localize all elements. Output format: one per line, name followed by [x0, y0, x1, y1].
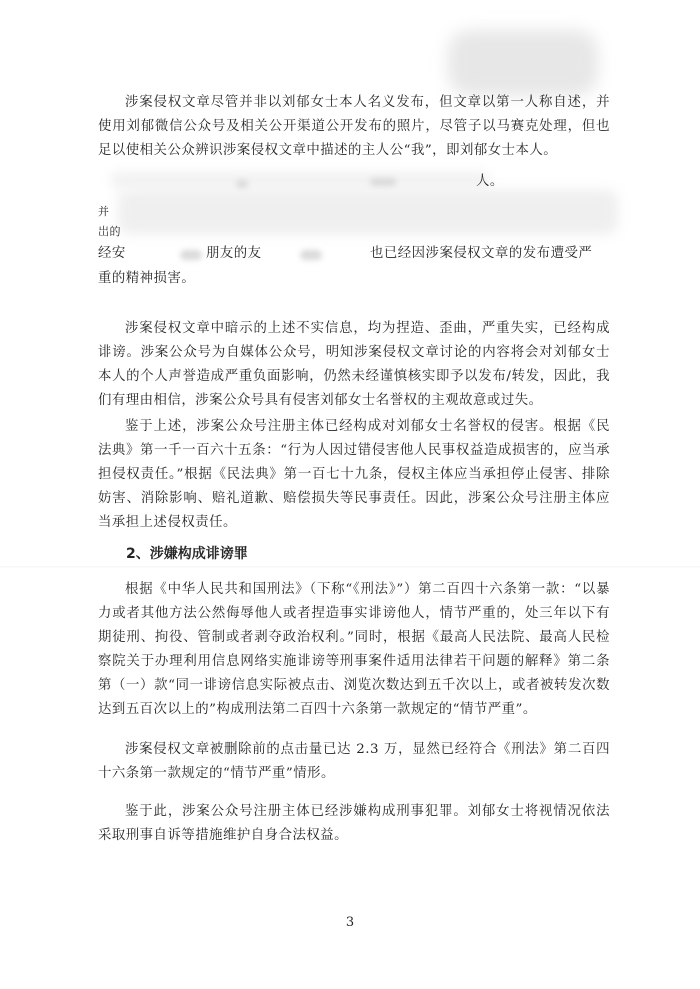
redacted-fragment: 并 [98, 205, 110, 218]
redaction-smudge [448, 30, 598, 96]
redacted-fragment: 也已经因涉案侵权文章的发布遭受严 [370, 246, 593, 261]
paragraph-click-count: 涉案侵权文章被删除前的点击量已达 2.3 万，显然已经符合《刑法》第二百四十六条第一款规定的“情节严重”情形。 [98, 742, 610, 781]
redacted-fragment: 人。 [476, 174, 504, 189]
redacted-fragment: 重的精神损害。 [98, 271, 196, 286]
redacted-fragment: 经安 [98, 246, 126, 261]
redaction-mark [300, 250, 322, 260]
scan-artifact [0, 566, 700, 569]
page-number: 3 [345, 915, 355, 930]
section-heading: 2、涉嫌构成诽谤罪 [126, 546, 248, 562]
redaction-mark [236, 180, 248, 188]
redaction-mark [370, 178, 396, 186]
paragraph-criminal-law: 根据《中华人民共和国刑法》（下称“《刑法》”）第二百四十六条第一款：“以暴力或者其他方法公然侮辱他人或者捏造事实诽谤他人，情节严重的，处三年以下有期徒刑、拘役、管制或者剥夺政治权利。”同时，根据《最高人民法院、最高人民检察院关于办理利用信息网络实施诽谤等刑事案件适用法律若干问题的解释》第二条第（一）款“同一诽谤信息实际被点击、浏览次数达到五千次以上，或者被转发次数达到五百次以上的”构成刑法第二百四十六条第一款规定的“情节严重”。 [98, 582, 610, 717]
paragraph-identification: 涉案侵权文章尽管并非以刘郁女士本人名义发布，但文章以第一人称自述，并使用刘郁微信公众号及相关公开渠道公开发布的照片，尽管子以马赛克处理，但也足以使相关公众辨识涉案侵权文章中描述的主人公“我”，即刘郁女士本人。 [98, 95, 610, 158]
redaction-blur [118, 190, 618, 234]
redacted-fragment: 朋友的友 [206, 246, 262, 261]
paragraph-conclusion: 鉴于此，涉案公众号注册主体已经涉嫌构成刑事犯罪。刘郁女士将视情况依法采取刑事自诉等措施维护自身合法权益。 [98, 804, 610, 843]
paragraph-defamation: 涉案侵权文章中暗示的上述不实信息，均为捏造、歪曲，严重失实，已经构成诽谤。涉案公众号为自媒体公众号，明知涉案侵权文章讨论的内容将会对刘郁女士本人的个人声誉造成严重负面影响，仍然未经谨慎核实即予以发布/转发，因此，我们有理由相信，涉案公众号具有侵害刘郁女士名誉权的主观故意或过失。 [98, 321, 610, 408]
redaction-mark [180, 250, 202, 260]
redacted-fragment: 岀的 [98, 225, 121, 238]
redaction-blur [110, 171, 490, 189]
paragraph-reputation-infringement: 鉴于上述，涉案公众号注册主体已经构成对刘郁女士名誉权的侵害。根据《民法典》第一千一百六十五条：“行为人因过错侵害他人民事权益造成损害的，应当承担侵权责任。”根据《民法典》第一百七十九条，侵权主体应当承担停止侵害、排除妨害、消除影响、赔礼道歉、赔偿损失等民事责任。因此，涉案公众号注册主体应当承担上述侵权责任。 [98, 419, 610, 530]
